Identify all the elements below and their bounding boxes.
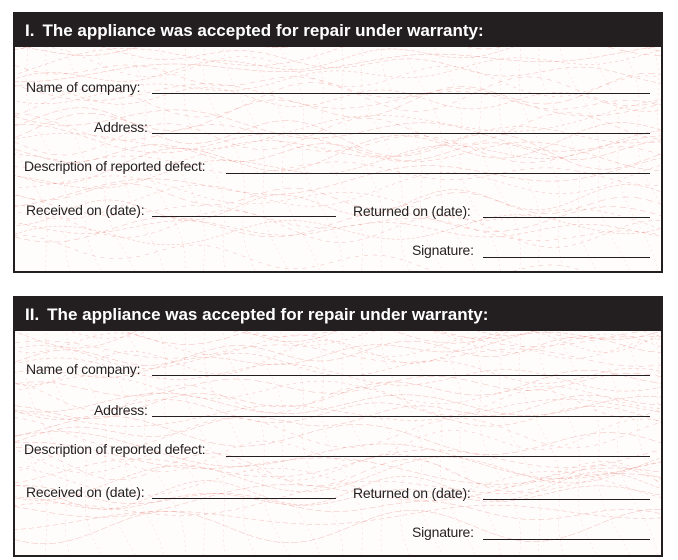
- pattern-stroke: [278, 328, 343, 555]
- pattern-stroke: [432, 328, 501, 555]
- pattern-stroke: [15, 505, 661, 530]
- received-date-label: Received on (date):: [26, 484, 145, 500]
- pattern-stroke: [361, 44, 413, 271]
- returned-date-field[interactable]: [483, 217, 650, 218]
- pattern-stroke: [15, 215, 661, 245]
- pattern-stroke: [620, 328, 662, 555]
- company-field[interactable]: [152, 375, 650, 376]
- pattern-stroke: [15, 221, 661, 238]
- pattern-stroke: [15, 42, 661, 84]
- pattern-stroke: [247, 328, 321, 555]
- received-date-label: Received on (date):: [26, 202, 145, 218]
- defect-label: Description of reported defect:: [24, 158, 206, 174]
- pattern-stroke: [361, 328, 413, 555]
- warranty-section-2: [13, 296, 663, 557]
- defect-field[interactable]: [226, 456, 650, 457]
- address-field[interactable]: [152, 416, 650, 417]
- pattern-stroke: [560, 328, 633, 555]
- pattern-stroke: [539, 328, 601, 555]
- pattern-stroke: [312, 44, 363, 271]
- section-header: [15, 298, 661, 331]
- pattern-stroke: [204, 44, 260, 271]
- pattern-stroke: [403, 44, 477, 271]
- pattern-stroke: [278, 44, 343, 271]
- signature-field[interactable]: [483, 257, 650, 258]
- returned-date-label: Returned on (date):: [353, 485, 471, 501]
- address-field[interactable]: [152, 133, 650, 134]
- pattern-stroke: [223, 44, 292, 271]
- pattern-stroke: [432, 44, 501, 271]
- company-label: Name of company:: [26, 79, 141, 95]
- returned-date-field[interactable]: [483, 499, 650, 500]
- company-label: Name of company:: [26, 361, 141, 377]
- pattern-stroke: [587, 44, 659, 271]
- pattern-stroke: [15, 333, 661, 359]
- pattern-stroke: [497, 328, 540, 555]
- pattern-stroke: [341, 44, 384, 271]
- returned-date-label: Returned on (date):: [353, 203, 471, 219]
- pattern-stroke: [381, 44, 447, 271]
- defect-field[interactable]: [226, 173, 650, 174]
- received-date-field[interactable]: [152, 498, 336, 499]
- signature-label: Signature:: [412, 524, 474, 540]
- received-date-field[interactable]: [152, 216, 336, 217]
- section-title: The appliance was accepted for repair under warranty:: [47, 305, 489, 324]
- pattern-stroke: [247, 44, 321, 271]
- pattern-stroke: [15, 48, 661, 104]
- pattern-stroke: [560, 44, 633, 271]
- pattern-stroke: [466, 328, 521, 555]
- pattern-stroke: [620, 44, 662, 271]
- pattern-stroke: [204, 328, 260, 555]
- pattern-stroke: [519, 328, 567, 555]
- pattern-stroke: [466, 44, 521, 271]
- warranty-section-1: [13, 12, 663, 273]
- pattern-stroke: [223, 328, 292, 555]
- company-field[interactable]: [152, 93, 650, 94]
- section-title: The appliance was accepted for repair under warranty:: [42, 21, 484, 40]
- section-number: II.: [25, 305, 40, 324]
- address-label: Address:: [94, 402, 148, 418]
- signature-field[interactable]: [483, 539, 650, 540]
- pattern-stroke: [15, 235, 661, 271]
- pattern-stroke: [381, 328, 447, 555]
- pattern-stroke: [539, 44, 601, 271]
- pattern-stroke: [497, 44, 540, 271]
- pattern-stroke: [312, 328, 363, 555]
- section-header: [15, 14, 661, 47]
- pattern-stroke: [403, 328, 477, 555]
- pattern-stroke: [587, 328, 659, 555]
- section-number: I.: [25, 21, 35, 40]
- pattern-stroke: [652, 328, 661, 555]
- pattern-stroke: [519, 44, 567, 271]
- defect-label: Description of reported defect:: [24, 441, 206, 457]
- pattern-stroke: [341, 328, 384, 555]
- security-pattern: [15, 298, 661, 555]
- pattern-stroke: [15, 45, 661, 81]
- signature-label: Signature:: [412, 242, 474, 258]
- pattern-stroke: [652, 44, 661, 271]
- address-label: Address:: [94, 119, 148, 135]
- security-pattern: [15, 14, 661, 271]
